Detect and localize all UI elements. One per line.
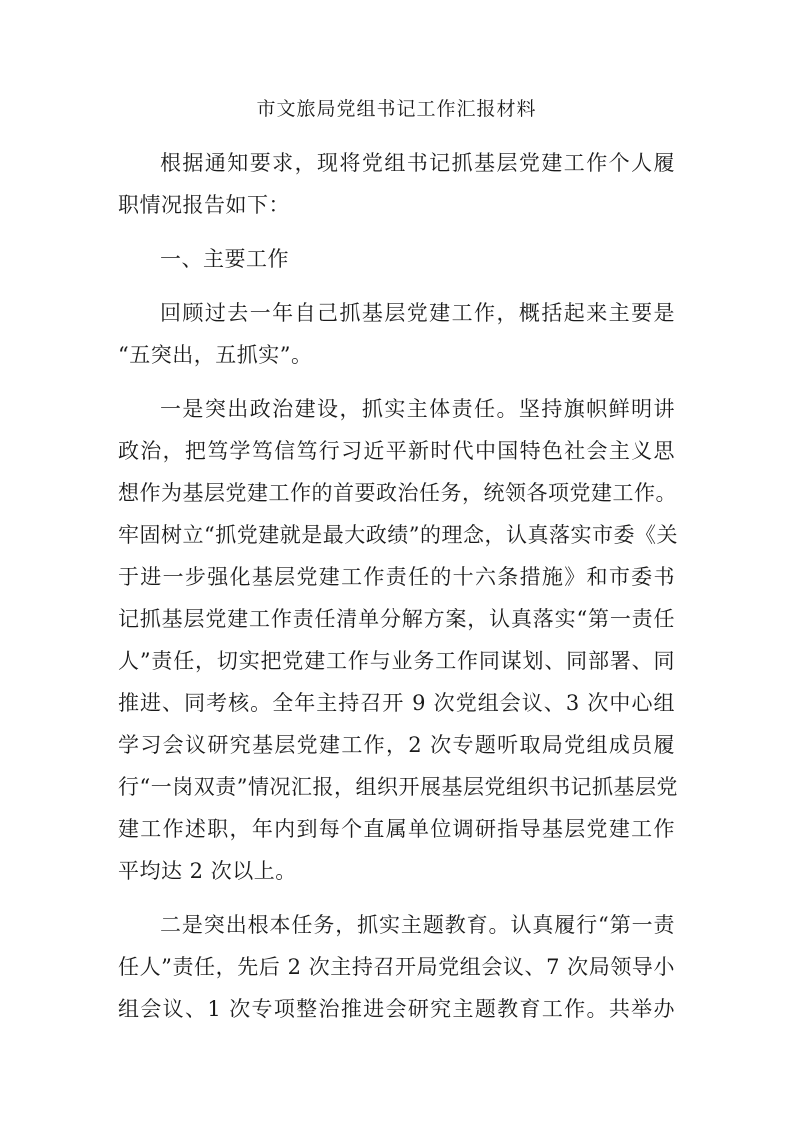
section-heading (118, 238, 675, 280)
text-line: 二是突出根本任务，抓实主题教育。认真履行“第一责 (160, 913, 675, 937)
text-line: 回顾过去一年自己抓基层党建工作，概括起来主要是 (160, 301, 675, 325)
text-line: 记抓基层党建工作责任清单分解方案，认真落实“第一责任 (118, 607, 675, 631)
text-line: 一是突出政治建设，抓实主体责任。坚持旗帜鲜明讲 (160, 397, 675, 421)
text-line: 建工作述职，年内到每个直属单位调研指导基层党建工作 (118, 817, 675, 841)
text-line: 一、主要工作 (160, 247, 289, 271)
text-line: 于进一步强化基层党建工作责任的十六条措施》和市委书 (118, 565, 675, 589)
paragraph-political-construction (118, 388, 678, 892)
text-line: 根据通知要求，现将党组书记抓基层党建工作个人履 (160, 151, 675, 175)
text-line: 学习会议研究基层党建工作，2 次专题听取局党组成员履 (118, 733, 675, 757)
text-line: 平均达 2 次以上。 (118, 859, 297, 883)
text-line: 想作为基层党建工作的首要政治任务，统领各项党建工作。 (118, 481, 677, 505)
paragraph-theme-education (118, 904, 675, 1030)
paragraph-intro (118, 142, 675, 226)
text-line: “五突出，五抓实”。 (118, 343, 313, 367)
text-line: 推进、同考核。全年主持召开 9 次党组会议、3 次中心组 (118, 691, 675, 715)
text-line: 行“一岗双责”情况汇报，组织开展基层党组织书记抓基层党 (118, 775, 678, 799)
text-line: 职情况报告如下： (118, 193, 290, 217)
text-line: 政治，把笃学笃信笃行习近平新时代中国特色社会主义思 (118, 439, 675, 463)
text-line: 人”责任，切实把党建工作与业务工作同谋划、同部署、同 (118, 649, 675, 673)
document-title: 市文旅局党组书记工作汇报材料 (256, 98, 537, 120)
paragraph-summary (118, 292, 675, 376)
text-line: 任人”责任，先后 2 次主持召开局党组会议、7 次局领导小 (118, 955, 675, 979)
text-line: 组会议、1 次专项整治推进会研究主题教育工作。共举办 (118, 997, 675, 1021)
text-line: 牢固树立“抓党建就是最大政绩”的理念，认真落实市委《关 (118, 523, 678, 547)
